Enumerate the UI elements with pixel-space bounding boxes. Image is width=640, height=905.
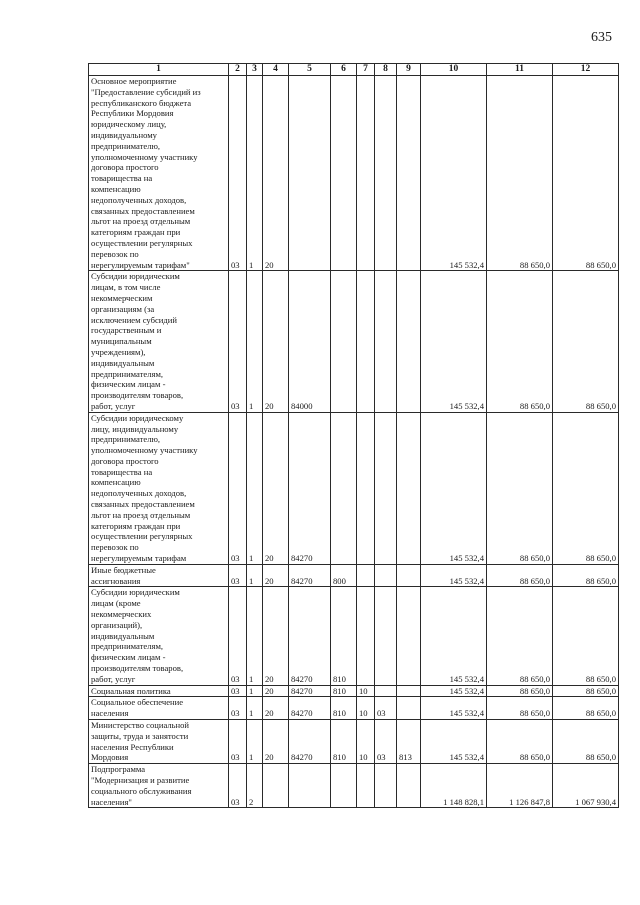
row-name-line: категориям граждан при: [91, 227, 181, 238]
ministry-code: 813: [397, 720, 421, 764]
amount-2019: 145 532,4: [421, 697, 487, 720]
row-name-line: "Модернизация и развитие: [91, 775, 190, 785]
amount-2020: 88 650,0: [487, 412, 553, 564]
type-code: 810: [331, 697, 357, 720]
subdiv-code: [375, 271, 397, 412]
row-name-line: республиканского бюджета: [91, 97, 192, 108]
row-name-line: лицам (кроме: [91, 598, 141, 609]
row-name-line: Субсидии юридическому: [91, 412, 184, 423]
row-name-line: уполномоченному участнику: [91, 151, 198, 162]
subdiv-code: [375, 587, 397, 685]
type-code: [331, 76, 357, 271]
div-code: [357, 764, 375, 808]
expense-code: [289, 76, 331, 271]
section-code: 1: [247, 685, 263, 697]
row-name-line: населения": [91, 796, 132, 807]
subsection-code: 20: [263, 412, 289, 564]
row-name-line: физическим лицам -: [91, 379, 166, 390]
subdiv-code: [375, 412, 397, 564]
row-name: [89, 685, 229, 697]
amount-2019: 145 532,4: [421, 685, 487, 697]
section-code: 1: [247, 564, 263, 587]
section-code: 1: [247, 720, 263, 764]
row-name-line: некоммерческих: [91, 609, 152, 620]
table-row: [89, 764, 619, 808]
budget-table: [88, 63, 619, 808]
page-number: 635: [591, 30, 612, 45]
row-name-line: населения: [91, 708, 129, 719]
subsection-code: 20: [263, 564, 289, 587]
ministry-code: [397, 685, 421, 697]
row-name-line: Субсидии юридическим: [91, 587, 180, 598]
expense-code: [289, 764, 331, 808]
row-name: [89, 76, 229, 271]
section-code: 1: [247, 697, 263, 720]
amount-2019: 145 532,4: [421, 587, 487, 685]
row-name-line: работ, услуг: [91, 673, 136, 684]
subsection-code: 20: [263, 720, 289, 764]
subdiv-code: [375, 76, 397, 271]
section-code: 2: [247, 764, 263, 808]
column-header-2: 2: [229, 64, 247, 76]
type-code: 810: [331, 720, 357, 764]
column-header-1: 1: [89, 64, 229, 76]
div-code: [357, 564, 375, 587]
ministry-code: [397, 564, 421, 587]
subdiv-code: [375, 564, 397, 587]
section-code: 1: [247, 271, 263, 412]
row-name-line: учреждениям),: [91, 346, 146, 357]
row-name-line: льгот на проезд отдельным: [91, 216, 191, 227]
expense-code: 84270: [289, 587, 331, 685]
subsection-code: 20: [263, 697, 289, 720]
amount-2019: 145 532,4: [421, 720, 487, 764]
row-name-line: муниципальным: [91, 336, 152, 347]
column-header-10: 10: [421, 64, 487, 76]
table-row: [89, 271, 619, 412]
row-name-line: "Предоставление субсидий из: [91, 86, 201, 97]
column-header-6: 6: [331, 64, 357, 76]
table-body: [89, 76, 619, 808]
row-name-line: связанных предоставлением: [91, 205, 195, 216]
section-code: 1: [247, 76, 263, 271]
chapter-code: 03: [229, 271, 247, 412]
row-name-line: товарищества на: [91, 466, 153, 477]
row-name-line: индивидуальному: [91, 129, 157, 140]
type-code: 810: [331, 587, 357, 685]
column-header-3: 3: [247, 64, 263, 76]
subdiv-code: [375, 685, 397, 697]
row-name-line: договора простого: [91, 162, 159, 173]
row-name-line: работ, услуг: [91, 400, 136, 411]
row-name-line: производителям товаров,: [91, 390, 184, 401]
amount-2021: 88 650,0: [553, 720, 619, 764]
row-name-line: перевозок по: [91, 248, 139, 259]
row-name-line: товарищества на: [91, 173, 153, 184]
row-name-line: Подпрограмма: [91, 764, 146, 775]
row-name-line: индивидуальным: [91, 357, 155, 368]
chapter-code: 03: [229, 76, 247, 271]
row-name-line: индивидуальным: [91, 630, 155, 641]
row-name-line: некоммерческим: [91, 292, 153, 303]
type-code: 810: [331, 685, 357, 697]
row-name-line: организациям (за: [91, 303, 155, 314]
row-name-line: льгот на проезд отдельным: [91, 509, 191, 520]
row-name-line: Министерство социальной: [91, 720, 190, 731]
amount-2020: 88 650,0: [487, 587, 553, 685]
expense-code: 84000: [289, 271, 331, 412]
column-header-4: 4: [263, 64, 289, 76]
row-name-line: Иные бюджетные: [91, 564, 156, 575]
row-name: [89, 697, 229, 720]
row-name-line: компенсацию: [91, 183, 141, 194]
row-name-line: компенсацию: [91, 477, 141, 488]
row-name-line: осуществлении регулярных: [91, 237, 193, 248]
amount-2019: 145 532,4: [421, 271, 487, 412]
column-header-12: 12: [553, 64, 619, 76]
chapter-code: 03: [229, 697, 247, 720]
table-row: [89, 697, 619, 720]
row-name-line: Основное мероприятие: [91, 76, 177, 86]
row-name-line: производителям товаров,: [91, 663, 184, 674]
amount-2020: 88 650,0: [487, 697, 553, 720]
subdiv-code: [375, 764, 397, 808]
header-row: [89, 64, 619, 76]
amount-2021: 88 650,0: [553, 76, 619, 271]
row-name-line: предпринимателям,: [91, 368, 164, 379]
row-name-line: лицу, индивидуальному: [91, 423, 179, 434]
subsection-code: 20: [263, 271, 289, 412]
row-name-line: нерегулируемым тарифам: [91, 553, 187, 564]
row-name-line: Мордовия: [91, 752, 129, 763]
row-name-line: Республики Мордовия: [91, 108, 174, 119]
subdiv-code: 03: [375, 720, 397, 764]
chapter-code: 03: [229, 564, 247, 587]
amount-2021: 88 650,0: [553, 685, 619, 697]
row-name-line: защиты, труда и занятости: [91, 730, 189, 741]
row-name-line: ассигнования: [91, 575, 141, 586]
row-name: [89, 564, 229, 587]
row-name-line: предпринимателю,: [91, 434, 161, 445]
ministry-code: [397, 271, 421, 412]
row-name-line: населения Республики: [91, 741, 174, 752]
amount-2020: 88 650,0: [487, 271, 553, 412]
amount-2020: 88 650,0: [487, 564, 553, 587]
subsection-code: 20: [263, 685, 289, 697]
chapter-code: 03: [229, 587, 247, 685]
ministry-code: [397, 697, 421, 720]
column-header-8: 8: [375, 64, 397, 76]
row-name-line: категориям граждан при: [91, 520, 181, 531]
row-name-line: юридическому лицу,: [91, 119, 167, 130]
row-name-line: предпринимателю,: [91, 140, 161, 151]
type-code: [331, 271, 357, 412]
table-row: [89, 720, 619, 764]
amount-2020: 88 650,0: [487, 685, 553, 697]
type-code: [331, 412, 357, 564]
ministry-code: [397, 76, 421, 271]
row-name: [89, 271, 229, 412]
row-name-line: Социальное обеспечение: [91, 697, 184, 708]
table-row: [89, 76, 619, 271]
row-name: [89, 587, 229, 685]
expense-code: 84270: [289, 412, 331, 564]
row-name-line: договора простого: [91, 455, 159, 466]
row-name-line: организаций),: [91, 619, 143, 630]
column-header-5: 5: [289, 64, 331, 76]
amount-2021: 88 650,0: [553, 412, 619, 564]
chapter-code: 03: [229, 764, 247, 808]
row-name-line: осуществлении регулярных: [91, 531, 193, 542]
row-name-line: Социальная политика: [91, 685, 171, 696]
type-code: 800: [331, 564, 357, 587]
row-name-line: недополученных доходов,: [91, 194, 187, 205]
section-code: 1: [247, 587, 263, 685]
div-code: 10: [357, 720, 375, 764]
row-name-line: социального обслуживания: [91, 785, 192, 796]
div-code: [357, 271, 375, 412]
row-name-line: уполномоченному участнику: [91, 445, 198, 456]
expense-code: 84270: [289, 564, 331, 587]
subdiv-code: 03: [375, 697, 397, 720]
subsection-code: [263, 764, 289, 808]
chapter-code: 03: [229, 685, 247, 697]
column-header-11: 11: [487, 64, 553, 76]
section-code: 1: [247, 412, 263, 564]
amount-2021: 88 650,0: [553, 564, 619, 587]
row-name: [89, 720, 229, 764]
subsection-code: 20: [263, 76, 289, 271]
table-row: [89, 412, 619, 564]
row-name-line: перевозок по: [91, 542, 139, 553]
row-name: [89, 764, 229, 808]
row-name-line: недополученных доходов,: [91, 488, 187, 499]
amount-2021: 88 650,0: [553, 271, 619, 412]
table-row: [89, 564, 619, 587]
amount-2019: 145 532,4: [421, 564, 487, 587]
type-code: [331, 764, 357, 808]
amount-2019: 145 532,4: [421, 412, 487, 564]
amount-2020: 88 650,0: [487, 76, 553, 271]
row-name: [89, 412, 229, 564]
div-code: [357, 412, 375, 564]
amount-2021: 1 067 930,4: [553, 764, 619, 808]
subsection-code: 20: [263, 587, 289, 685]
row-name-line: лицам, в том числе: [91, 282, 161, 293]
chapter-code: 03: [229, 720, 247, 764]
row-name-line: исключением субсидий: [91, 314, 177, 325]
chapter-code: 03: [229, 412, 247, 564]
amount-2021: 88 650,0: [553, 697, 619, 720]
amount-2020: 1 126 847,8: [487, 764, 553, 808]
ministry-code: [397, 587, 421, 685]
div-code: 10: [357, 697, 375, 720]
amount-2020: 88 650,0: [487, 720, 553, 764]
amount-2019: 1 148 828,1: [421, 764, 487, 808]
row-name-line: государственным и: [91, 325, 162, 336]
expense-code: 84270: [289, 697, 331, 720]
amount-2021: 88 650,0: [553, 587, 619, 685]
ministry-code: [397, 412, 421, 564]
expense-code: 84270: [289, 720, 331, 764]
column-header-9: 9: [397, 64, 421, 76]
column-header-7: 7: [357, 64, 375, 76]
row-name-line: предпринимателям,: [91, 641, 164, 652]
row-name-line: нерегулируемым тарифам": [91, 259, 190, 270]
row-name-line: Субсидии юридическим: [91, 271, 180, 282]
table-row: [89, 587, 619, 685]
ministry-code: [397, 764, 421, 808]
row-name-line: физическим лицам -: [91, 652, 166, 663]
row-name-line: связанных предоставлением: [91, 499, 195, 510]
div-code: [357, 587, 375, 685]
amount-2019: 145 532,4: [421, 76, 487, 271]
div-code: 10: [357, 685, 375, 697]
expense-code: 84270: [289, 685, 331, 697]
div-code: [357, 76, 375, 271]
table-row: [89, 685, 619, 697]
